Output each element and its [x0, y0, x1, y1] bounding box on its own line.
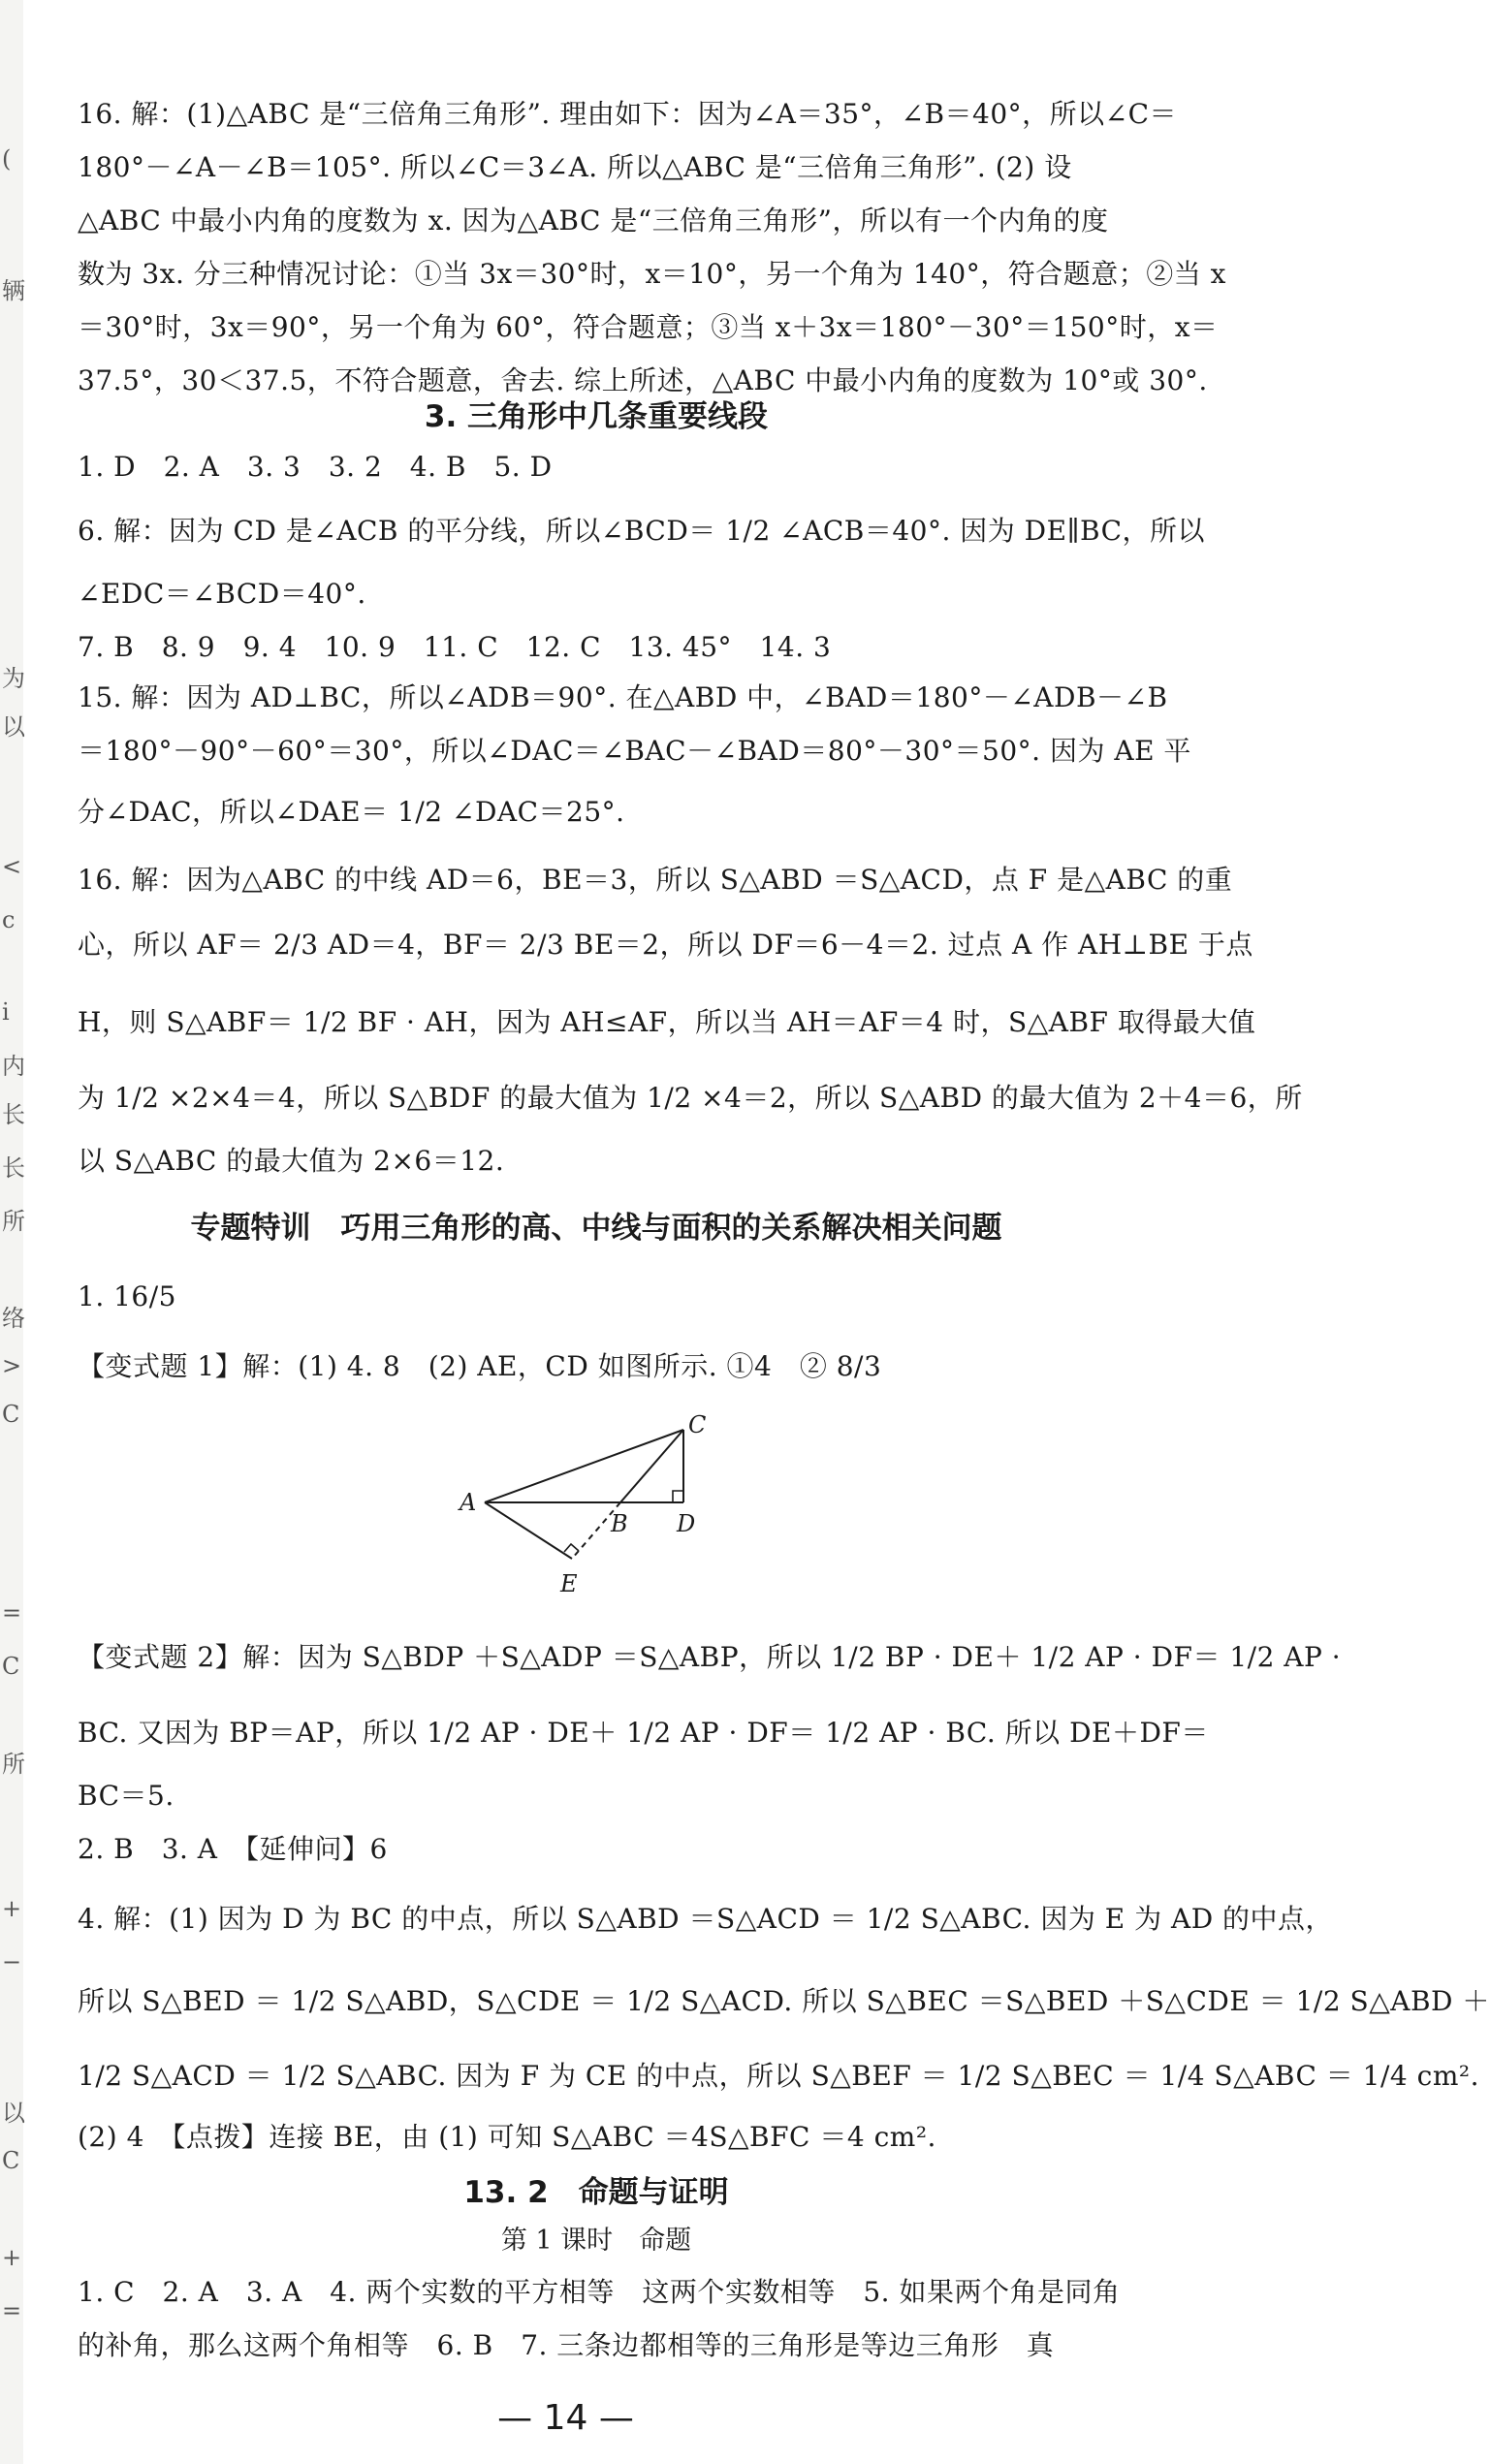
answer-line: 所以 S△BED ＝ 1/2 S△ABD，S△CDE ＝ 1/2 S△ACD. 所以 S△BEC ＝S△BED ＋S△CDE ＝ 1/2 S△ABD ＋ — [78, 1985, 1490, 2017]
label-e: E — [560, 1570, 578, 1597]
answer-line: ∠EDC＝∠BCD＝40°. — [78, 578, 366, 610]
answer-line: 1/2 S△ACD ＝ 1/2 S△ABC. 因为 F 为 CE 的中点，所以 S△BEF ＝ 1/2 S△BEC ＝ 1/4 S△ABC ＝ 1/4 cm². — [78, 2060, 1480, 2092]
margin-glyph: 以 — [2, 713, 25, 741]
label-d: D — [677, 1510, 696, 1537]
segment-ac — [485, 1430, 683, 1502]
label-c: C — [688, 1411, 707, 1438]
margin-glyph: C — [2, 1653, 20, 1680]
margin-glyph: 以 — [2, 2100, 25, 2127]
answer-line: 1. D 2. A 3. 3 3. 2 4. B 5. D — [78, 451, 553, 483]
margin-glyph: = — [2, 1599, 22, 1627]
right-angle-mark-d — [673, 1491, 683, 1502]
triangle-figure — [456, 1411, 708, 1609]
answer-line: 的补角，那么这两个角相等 6. B 7. 三条边都相等的三角形是等边三角形 真 — [78, 2329, 1055, 2361]
margin-glyph: 内 — [2, 1053, 25, 1080]
margin-glyph: > — [2, 1352, 22, 1379]
left-margin-strip — [0, 0, 23, 2464]
label-a: A — [460, 1489, 477, 1516]
margin-glyph: 长 — [2, 1101, 25, 1128]
section-title: 3. 三角形中几条重要线段 — [424, 399, 769, 434]
margin-glyph: 长 — [2, 1154, 25, 1182]
answer-line: H，则 S△ABF＝ 1/2 BF · AH，因为 AH≤AF，所以当 AH＝AF＝4 时，S△ABF 取得最大值 — [78, 1006, 1256, 1038]
margin-glyph: ⅰ — [2, 998, 10, 1026]
answer-line: 7. B 8. 9 9. 4 10. 9 11. C 12. C 13. 45° 14. 3 — [78, 631, 832, 663]
margin-glyph: 络 — [2, 1305, 25, 1332]
margin-glyph: < — [2, 853, 22, 880]
answer-line: 分∠DAC，所以∠DAE＝ 1/2 ∠DAC＝25°. — [78, 796, 625, 828]
answer-line: 15. 解：因为 AD⊥BC，所以∠ADB＝90°. 在△ABD 中，∠BAD＝180°－∠ADB－∠B — [78, 681, 1168, 713]
answer-line: 【变式题 1】解：(1) 4. 8 (2) AE，CD 如图所示. ①4 ② 8/3 — [78, 1350, 882, 1382]
margin-glyph: 所 — [2, 1208, 25, 1235]
text-line: 数为 3x. 分三种情况讨论：①当 3x＝30°时，x＝10°，另一个角为 140°，符合题意；②当 x — [78, 258, 1226, 290]
page-number: — 14 — — [497, 2398, 634, 2438]
section-subtitle: 第 1 课时 命题 — [500, 2226, 692, 2256]
answer-line: 1. C 2. A 3. A 4. 两个实数的平方相等 这两个实数相等 5. 如果两个角是同角 — [78, 2276, 1121, 2308]
margin-glyph: = — [2, 2297, 22, 2324]
answer-line: 心，所以 AF＝ 2/3 AD＝4，BF＝ 2/3 BE＝2，所以 DF＝6－4＝2. 过点 A 作 AH⊥BE 于点 — [78, 929, 1253, 961]
section-title: 13. 2 命题与证明 — [463, 2175, 729, 2210]
text-line: ＝30°时，3x＝90°，另一个角为 60°，符合题意；③当 x＋3x＝180°－30°＝150°时，x＝ — [78, 311, 1219, 343]
answer-line: 以 S△ABC 的最大值为 2×6＝12. — [78, 1145, 505, 1177]
margin-glyph: 辆 — [2, 277, 25, 304]
margin-glyph: + — [2, 1895, 22, 1922]
answer-line: BC. 又因为 BP＝AP，所以 1/2 AP · DE＋ 1/2 AP · DF＝ 1/2 AP · BC. 所以 DE＋DF＝ — [78, 1717, 1209, 1749]
margin-glyph: + — [2, 2244, 22, 2271]
margin-glyph: C — [2, 2147, 20, 2174]
margin-glyph: c — [2, 906, 16, 933]
answer-line: ＝180°－90°－60°＝30°，所以∠DAC＝∠BAC－∠BAD＝80°－30°＝50°. 因为 AE 平 — [78, 735, 1191, 767]
answer-line: 2. B 3. A 【延伸问】6 — [78, 1833, 388, 1865]
answer-line: 6. 解：因为 CD 是∠ACB 的平分线，所以∠BCD＝ 1/2 ∠ACB＝40°. 因为 DE∥BC，所以 — [78, 515, 1206, 547]
margin-glyph: 所 — [2, 1751, 25, 1778]
margin-glyph: ( — [2, 145, 12, 173]
answer-line: 16. 解：因为△ABC 的中线 AD＝6，BE＝3，所以 S△ABD ＝S△ACD，点 F 是△ABC 的重 — [78, 864, 1233, 896]
margin-glyph: C — [2, 1401, 20, 1428]
answer-line: 为 1/2 ×2×4＝4，所以 S△BDF 的最大值为 1/2 ×4＝2，所以 S△ABD 的最大值为 2＋4＝6，所 — [78, 1082, 1303, 1114]
section-title: 专题特训 巧用三角形的高、中线与面积的关系解决相关问题 — [190, 1211, 1002, 1246]
segment-ae — [485, 1502, 572, 1559]
answer-line: BC＝5. — [78, 1780, 174, 1812]
right-angle-mark-e — [564, 1544, 579, 1552]
answer-line: 4. 解：(1) 因为 D 为 BC 的中点，所以 S△ABD ＝S△ACD ＝ 1/2 S△ABC. 因为 E 为 AD 的中点， — [78, 1903, 1334, 1935]
label-b: B — [611, 1510, 628, 1537]
margin-glyph: − — [2, 1948, 22, 1975]
text-line: 16. 解：(1)△ABC 是“三倍角三角形”. 理由如下：因为∠A＝35°，∠B＝40°，所以∠C＝ — [78, 98, 1178, 130]
answer-line: 1. 16/5 — [78, 1280, 176, 1312]
text-line: 180°－∠A－∠B＝105°. 所以∠C＝3∠A. 所以△ABC 是“三倍角三角形”. (2) 设 — [78, 151, 1072, 183]
margin-glyph: 为 — [2, 665, 25, 692]
answer-line: (2) 4 【点拨】连接 BE，由 (1) 可知 S△ABC ＝4S△BFC ＝4 cm². — [78, 2121, 936, 2153]
text-line: △ABC 中最小内角的度数为 x. 因为△ABC 是“三倍角三角形”，所以有一个内角的度 — [78, 205, 1109, 237]
text-line: 37.5°，30＜37.5，不符合题意，舍去. 综上所述，△ABC 中最小内角的度数为 10°或 30°. — [78, 364, 1208, 396]
answer-line: 【变式题 2】解：因为 S△BDP ＋S△ADP ＝S△ABP，所以 1/2 BP · DE＋ 1/2 AP · DF＝ 1/2 AP · — [78, 1641, 1342, 1673]
